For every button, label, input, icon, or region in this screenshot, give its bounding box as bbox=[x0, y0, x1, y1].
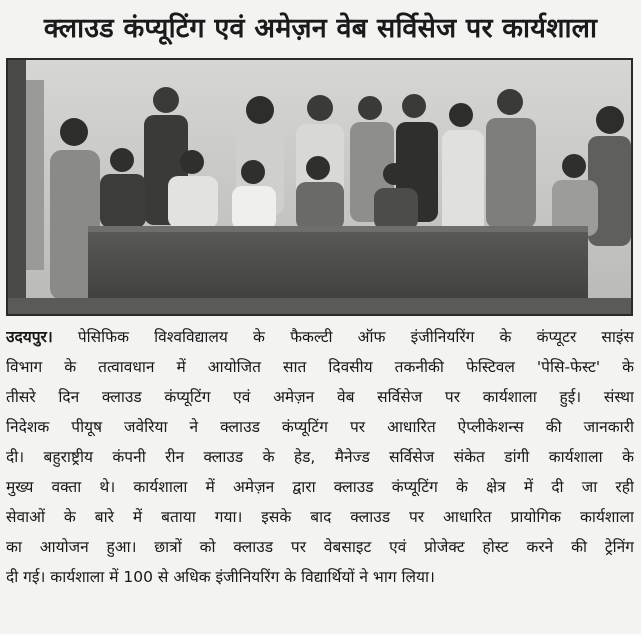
article-line-9: दी गई। कार्यशाला में 100 से अधिक इंजीनियरिंग के विद्यार्थियों ने भाग लिया। bbox=[6, 568, 435, 586]
dateline: उदयपुर। bbox=[6, 328, 53, 346]
article-line-1-text: पेसिफिक विश्वविद्यालय के फैकल्टी ऑफ इंजीनियरिंग के कंप्यूटर साइंस bbox=[52, 328, 634, 346]
article-line-1 bbox=[6, 322, 634, 352]
article-line-7: सेवाओं के बारे में बताया गया। इसके बाद क्लाउड पर आधारित प्रायोगिक कार्यशाला bbox=[6, 508, 634, 526]
article-line-3: तीसरे दिन क्लाउड कंप्यूटिंग एवं अमेज़न वेब सर्विसेज पर कार्यशाला हुई। संस्था bbox=[6, 388, 634, 406]
headline: क्लाउड कंप्यूटिंग एवं अमेज़न वेब सर्विसेज पर कार्यशाला bbox=[43, 13, 598, 44]
article-line-8: का आयोजन हुआ। छात्रों को क्लाउड पर वेबसाइट एवं प्रोजेक्ट होस्ट करने की ट्रेनिंग bbox=[6, 538, 634, 556]
group-photo bbox=[6, 58, 633, 316]
article-line-4: निदेशक पीयूष जवेरिया ने क्लाउड कंप्यूटिंग पर आधारित ऐप्लीकेशन्स की जानकारी bbox=[6, 418, 634, 436]
article-line-5: दी। बहुराष्ट्रीय कंपनी रीन क्लाउड के हेड, मैनेज्ड सर्विसेज संकेत डांगी कार्यशाला के bbox=[6, 448, 634, 466]
article-body bbox=[6, 322, 634, 628]
article-line-2: विभाग के तत्वावधान में आयोजित सात दिवसीय तकनीकी फेस्टिवल 'पेसि-फेस्ट' के bbox=[6, 358, 634, 376]
article-line-6: मुख्य वक्ता थे। कार्यशाला में अमेज़न द्वारा क्लाउड कंप्यूटिंग के क्षेत्र में दी जा रही bbox=[6, 478, 634, 496]
group-photo-image bbox=[8, 60, 631, 314]
